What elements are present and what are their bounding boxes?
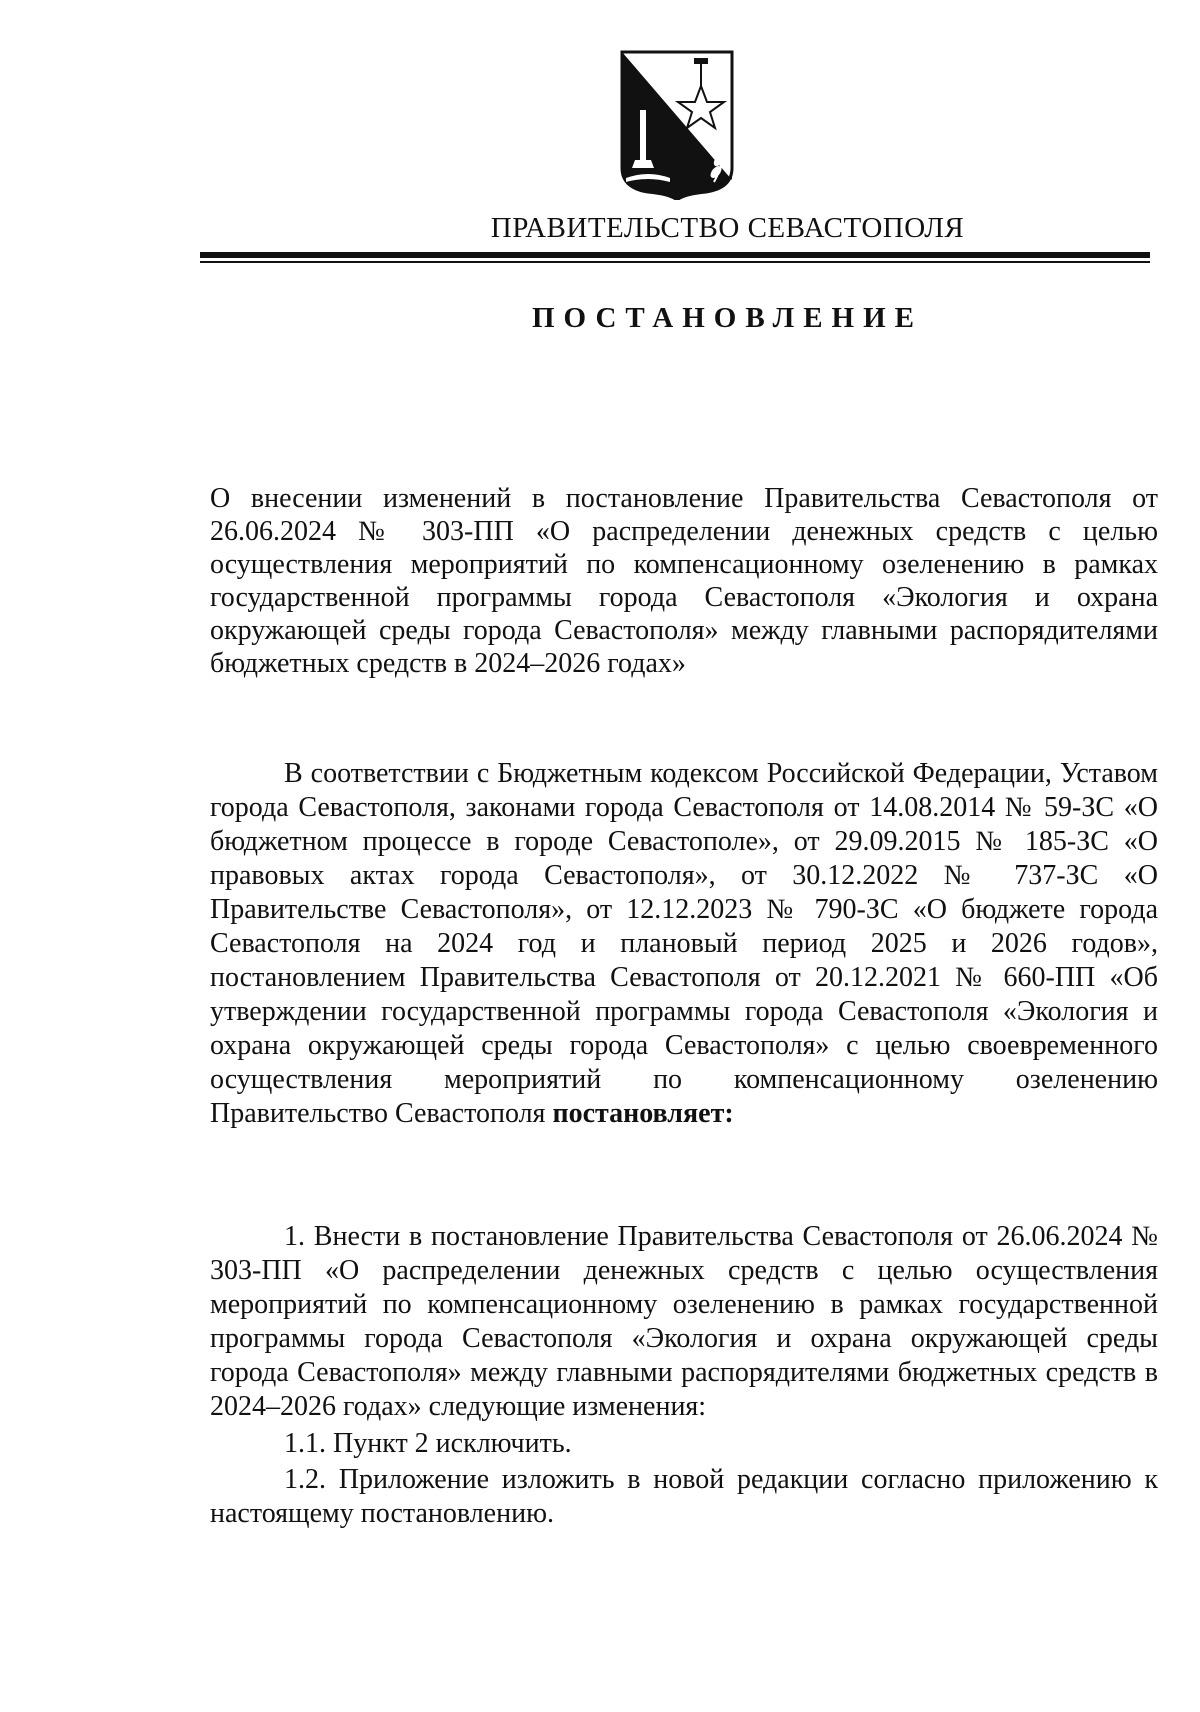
item-1-1: 1.1. Пункт 2 исключить.	[284, 1428, 572, 1459]
document-subject: О внесении изменений в постановление Правительства Севастополя от 26.06.2024 № 303-ПП «О распределении денежных средств с целью осуществления мероприятий по компенсационному озеленению в рамках государственной программы города Севастополя «Экология и охрана окружающей среды города Севастополя» между главными распорядителями бюджетных средств в 2024–2026 годах»	[210, 483, 1158, 679]
item-1-2: 1.2. Приложение изложить в новой редакции согласно приложению к настоящему постановлению.	[210, 1464, 1158, 1529]
sevastopol-coat-of-arms-icon	[618, 50, 736, 200]
decree-word: постановляет:	[552, 1098, 734, 1129]
basis-text: В соответствии с Бюджетным кодексом Российской Федерации, Уставом города Севастополя, законами города Севастополя от 14.08.2014 № 59-ЗС «О бюджетном процессе в городе Севастополе», от 29.09.2015 № 185-ЗС «О правовых актах города Севастополя», от 30.12.2022 № 737-ЗС «О Правительстве Севастополя», от 12.12.2023 № 790-ЗС «О бюджете города Севастополя на 2024 год и плановый период 2025 и 2026 годов», постановлением Правительства Севастополя от 20.12.2021 № 660-ПП «Об утверждении государственной программы города Севастополя «Экология и охрана окружающей среды города Севастополя» с целью своевременного осуществления мероприятий по компенсационному озеленению Правительство Севастополя	[210, 758, 1158, 1129]
document-type: ПОСТАНОВЛЕНИЕ	[531, 302, 923, 334]
header-divider-thin	[200, 261, 1150, 263]
item-1: 1. Внести в постановление Правительства Севастополя от 26.06.2024 № 303-ПП «О распределении денежных средств с целью осуществления мероприятий по компенсационному озеленению в рамках государственной программы города Севастополя «Экология и охрана окружающей среды города Севастополя» между главными распорядителями бюджетных средств в 2024–2026 годах» следующие изменения:	[210, 1221, 1158, 1422]
organization-name: ПРАВИТЕЛЬСТВО СЕВАСТОПОЛЯ	[490, 212, 965, 244]
basis-paragraph	[210, 757, 1158, 1131]
header-divider-thick	[200, 252, 1150, 258]
